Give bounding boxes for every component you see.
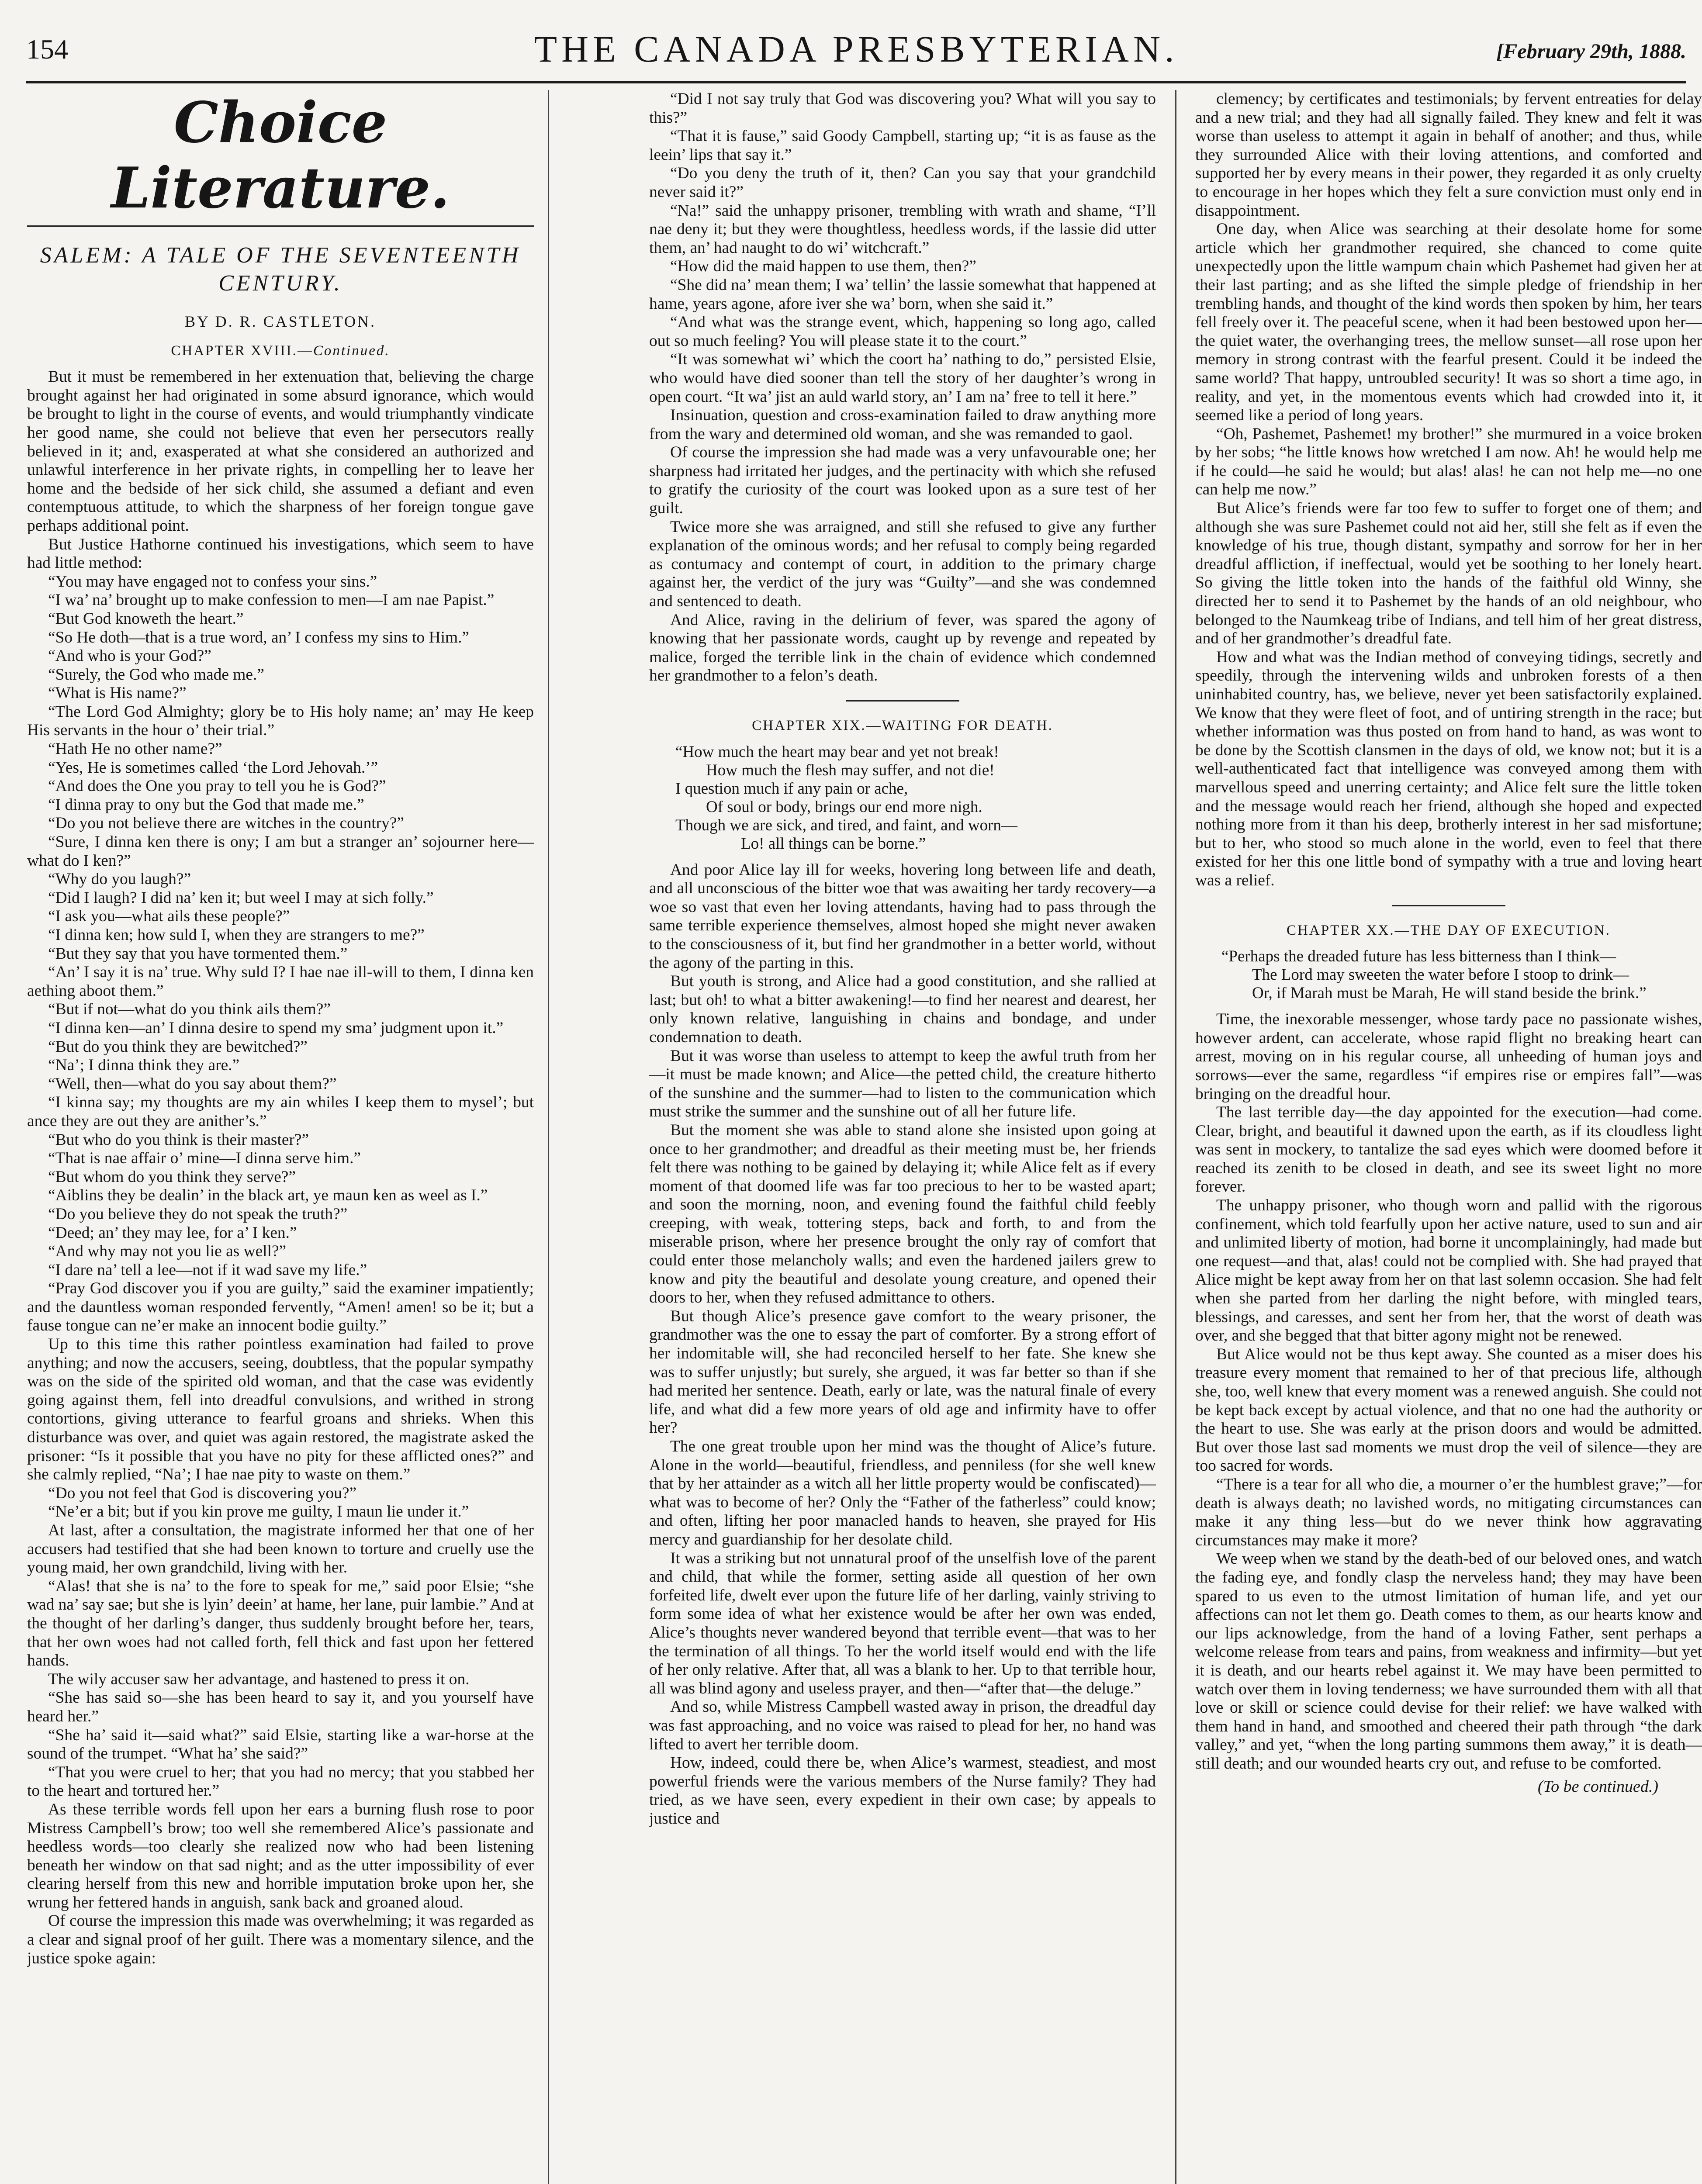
paragraph: As these terrible words fell upon her ears a burning flush rose to poor Mistress Campbell’s brow; too well she remembered Alice’s passionate and heedless words—too clearly she realized now who had been listening beneath her window on that sad night; and as the utter impossibility of ever clearing herself from this new and horrible imputation broke upon her, she wrung her fettered hands in anguish, sank back and groaned aloud. <box>27 1800 534 1911</box>
paragraph: Time, the inexorable messenger, whose tardy pace no passionate wishes, however ardent, can accelerate, whose rapid flight no breaking heart can arrest, moving on in his regular course, all unheeding of human joys and sorrows—ever the same, regardless “if empires rise or empires fall”—was bringing on the dreadful hour. <box>1195 1010 1702 1103</box>
paragraph: The one great trouble upon her mind was the thought of Alice’s future. Alone in the world—beautiful, friendless, and penniless (for she well knew that by her attainder as a witch all her little property would be confiscated)—what was to become of her? Only the “Father of the fatherless” could know; and often, lifting her poor manacled hands to heaven, she prayed for His mercy and guardianship for her desolate child. <box>649 1438 1156 1548</box>
column-divider <box>1175 90 1176 2184</box>
paragraph: But Alice would not be thus kept away. She counted as a miser does his treasure every moment that remained to her of that precious life, although she, too, well knew that every moment was a renewed anguish. She could not be kept back except by actual violence, and that no one had the authority or the heart to use. She was early at the prison doors and would be admitted. But over those last sad moments we must drop the veil of silence—they are too sacred for words. <box>1195 1345 1702 1475</box>
poem-line: Or, if Marah must be Marah, He will stand beside the brink.” <box>1252 984 1647 1002</box>
paragraph: “But whom do you think they serve?” <box>48 1168 296 1186</box>
paragraph: “Na’; I dinna think they are.” <box>48 1056 240 1075</box>
paragraph: “And why may not you lie as well?” <box>48 1242 287 1261</box>
divider <box>1392 905 1505 906</box>
chapter-heading: CHAPTER XVIII.—Continued. <box>171 342 390 359</box>
paragraph: “I dinna ken; how suld I, when they are strangers to me?” <box>48 926 425 944</box>
paragraph: “That it is fause,” said Goody Campbell, starting up; “it is as fause as the leein’ lips that say it.” <box>649 127 1156 164</box>
paragraph: “Pray God discover you if you are guilty,” said the examiner impatiently; and the dauntless woman responded fervently, “Amen! amen! so be it; but a fause tongue can ne’er make an innocent bodie guilty.” <box>27 1279 534 1335</box>
paragraph: But though Alice’s presence gave comfort to the weary prisoner, the grandmother was the one to essay the part of comforter. By a strong effort of her indomitable will, she had reconciled herself to her fate. She knew she was to suffer unjustly; but surely, she argued, it was far better so than if she had merited her sentence. Death, early or late, was the natural finale of every life, and what did a few more years of old age and infirmity have to offer her? <box>649 1307 1156 1437</box>
header-rule <box>26 81 1686 83</box>
paragraph: “How did the maid happen to use them, then?” <box>670 257 976 276</box>
paragraph: “But who do you think is their master?” <box>48 1130 309 1149</box>
paragraph: But youth is strong, and Alice had a good constitution, and she rallied at last; but oh! to what a bitter awakening!—to find her nearest and dearest, her only known relative, languishing in chains and bondage, and under condemnation to death. <box>649 972 1156 1046</box>
paragraph: “There is a tear for all who die, a mourner o’er the humblest grave;”—for death is always death; no lavished words, no mitigating circumstances can make it any thing less—but do we never think how aggravating circumstances may make it more? <box>1195 1475 1702 1549</box>
paragraph: The unhappy prisoner, who though worn and pallid with the rigorous confinement, which told fearfully upon her active nature, used to sun and air and unlimited liberty of motion, had borne it uncomplainingly, had made but one request—and that, alas! could not be complied with. She had prayed that Alice might be kept away from her on that last solemn occasion. She had felt when she parted from her darling the night before, with mingled tears, blessings, and caresses, and sent her from her, that the worst of death was over, and she begged that that bitter agony might not be renewed. <box>1195 1196 1702 1345</box>
paragraph: How, indeed, could there be, when Alice’s warmest, steadiest, and most powerful friends were the various members of the Nurse family? They had tried, as we have seen, every expedient in their own case; by appeals to justice and <box>649 1754 1156 1828</box>
paragraph: clemency; by certificates and testimonials; by fervent entreaties for delay and a new trial; and they had all signally failed. They knew and felt it was worse than useless to attempt it again in behalf of another; and thus, while they surrounded Alice with their loving attentions, and comforted and supported her by every means in their power, they regarded it as only cruelty to encourage in her hopes which they felt a sure conviction must only end in disappointment. <box>1195 90 1702 220</box>
chapter-epigraph <box>1221 947 1702 1002</box>
poem-line: Though we are sick, and tired, and faint, and worn— <box>675 816 1017 834</box>
paragraph: “Do you believe they do not speak the truth?” <box>48 1205 348 1223</box>
paragraph: Of course the impression this made was overwhelming; it was regarded as a clear and signal proof of her guilt. There was a momentary silence, and the justice spoke again: <box>27 1912 534 1967</box>
poem-line: “Perhaps the dreaded future has less bitterness than I think— <box>1221 947 1616 966</box>
paragraph: One day, when Alice was searching at their desolate home for some article which her grandmother required, she chanced to come quite unexpectedly upon the little wampum chain which Pashemet had given her at their last parting; and as she lifted the simple pledge of friendship in her trembling hands, and thought of the kind words then spoken by him, her tears fell freely over it. The peaceful scene, when it had been bestowed upon her—the quiet water, the overhanging trees, the mellow sunset—all rose upon her memory in strong contrast with the fearful present. Could it be indeed the same world? That happy, untroubled security! It was so short a time ago, in reality, and yet, in the momentous events which had crowded into it, it seemed like a period of long years. <box>1195 220 1702 425</box>
paragraph: But Justice Hathorne continued his investigations, which seem to have had little method: <box>27 535 534 572</box>
paragraph: “She ha’ said it—said what?” said Elsie, starting like a war-horse at the sound of the trumpet. “What ha’ she said?” <box>27 1726 534 1763</box>
paragraph: At last, after a consultation, the magistrate informed her that one of her accusers had testified that she had been known to torture and cruelly use the young maid, her own grandchild, living with her. <box>27 1521 534 1577</box>
column-1 <box>27 90 534 2184</box>
paragraph: “An’ I say it is na’ true. Why suld I? I hae nae ill-will to them, I dinna ken aething aboot them.” <box>27 963 534 1000</box>
paragraph: “Alas! that she is na’ to the fore to speak for me,” said poor Elsie; “she wad na’ say sae; but she is lyin’ deein’ at hame, her lane, puir lambie.” And at the thought of her darling’s danger, thus suddenly brought before her, tears, that her own woes had not called forth, fell thick and fast upon her fettered hands. <box>27 1577 534 1670</box>
paragraph: “What is His name?” <box>48 684 187 702</box>
chapter-20-text <box>1195 1010 1702 1773</box>
chapter-18-text <box>27 368 534 1968</box>
page-header <box>26 27 1686 79</box>
paragraph: “But God knoweth the heart.” <box>48 609 244 628</box>
paragraph: “Did I laugh? I did na’ ken it; but weel I may at sich folly.” <box>48 888 434 907</box>
paragraph: “I dinna pray to ony but the God that made me.” <box>48 795 364 814</box>
paragraph: But it must be remembered in her extenuation that, believing the charge brought against her had originated in some absurd ignorance, which would be brought to light in the course of events, and would triumphantly vindicate her good name, she could not believe that even her persecutors really believed in it; and, exasperated at what she considered an authorized and unlawful interference in her private rights, in compelling her to leave her home and the bedside of her sick child, she assumed a defiant and even contemptuous attitude, to which the sharpness of her foreign tongue gave perhaps additional point. <box>27 368 534 535</box>
chapter-19-text-continued <box>1195 90 1702 890</box>
chapter-18-text-continued <box>649 90 1156 685</box>
column-divider <box>548 90 549 2184</box>
paragraph: “So He doth—that is a true word, an’ I confess my sins to Him.” <box>48 628 470 646</box>
paragraph: “And who is your God?” <box>48 647 211 665</box>
paragraph: But the moment she was able to stand alone she insisted upon going at once to her grandmother; and dreadful as their meeting must be, her friends felt there was nothing to be gained by delaying it; while Alice felt as if every moment of that doomed life was far too precious to her to be wasted apart; and soon the morning, noon, and evening found the faithful child feebly creeping, with weak, tottering steps, back and forth, to and from the miserable prison, where her presence brought the only ray of comfort that could enter those melancholy walls; and even the hardened jailers grew to know and pity the beautiful and desolate young creature, and opened their doors to her, when they refused admittance to others. <box>649 1121 1156 1307</box>
paragraph: Twice more she was arraigned, and still she refused to give any further explanation of the ominous words; and her refusal to comply being regarded as contumacy and contempt of court, in addition to the primary charge against her, the verdict of the jury was “Guilty”—and she was condemned and sentenced to death. <box>649 518 1156 611</box>
paragraph: “Deed; an’ they may lee, for a’ I ken.” <box>48 1223 297 1242</box>
paragraph: “I kinna say; my thoughts are my ain whiles I keep them to mysel’; but ance they are out they are anither’s.” <box>27 1093 534 1130</box>
paragraph: “Aiblins they be dealin’ in the black art, ye maun ken as weel as I.” <box>48 1186 488 1205</box>
paragraph: “Do you not believe there are witches in the country?” <box>48 814 404 833</box>
paragraph: “Well, then—what do you say about them?” <box>48 1075 337 1093</box>
paragraph: “Na!” said the unhappy prisoner, trembling with wrath and shame, “I’ll nae deny it; but they were thoughtless, heedless words, if the lassie did utter them, an’ had naught to do wi’ witchcraft.” <box>649 201 1156 257</box>
paragraph: “Surely, the God who made me.” <box>48 665 264 684</box>
paragraph: “But if not—what do you think ails them?” <box>48 1000 331 1019</box>
paragraph: The wily accuser saw her advantage, and hastened to press it on. <box>48 1670 470 1688</box>
column-3 <box>1195 90 1702 2184</box>
paragraph: “Ne’er a bit; but if you kin prove me guilty, I maun lie under it.” <box>48 1503 469 1521</box>
section-heading: Choice Literature. <box>111 90 450 221</box>
paragraph: But Alice’s friends were far too few to suffer to forget one of them; and although she was sure Pashemet could not aid her, still she felt as if even the knowledge of his true, though distant, sympathy and sorrow for her in her dreadful affliction, if ineffectual, would yet be soothing to her lonely heart. So giving the little token into the hands of the faithful old Winny, she directed her to send it to Pashemet by the hands of an old neighbour, who belonged to the Naumkeag tribe of Indians, and tell him of her great distress, and of her grandmother’s dreadful fate. <box>1195 499 1702 648</box>
paragraph: “I ask you—what ails these people?” <box>48 907 290 926</box>
paragraph: We weep when we stand by the death-bed of our beloved ones, and watch the fading eye, and fondly clasp the nerveless hand; they may have been spared to us even to the utmost limitation of human life, and yet our affections can not let them go. Death comes to them, as our hearts know and our lips acknowledge, from the hand of a loving Father, sent perhaps a welcome release from tears and pains, from weakness and infirmity—but yet it is death, and our hearts rebel against it. We may have been permitted to watch over them in loving tenderness; we have surrounded them with all that love or skill or science could devise for their relief: we have walked with them hand in hand, and smoothed and cheered their path through “the dark valley,” and yet, “when the long parting summons them away,” it is death—still death; and our wounded hearts cry out, and refuse to be comforted. <box>1195 1550 1702 1773</box>
chapter-heading: CHAPTER XX.—THE DAY OF EXECUTION. <box>1287 922 1611 938</box>
paragraph: Of course the impression she had made was a very unfavourable one; her sharpness had irritated her judges, and the pertinacity with which she refused to gratify the curiosity of the court was looked upon as a sure test of her guilt. <box>649 443 1156 518</box>
paragraph: “But do you think they are bewitched?” <box>48 1037 308 1056</box>
paragraph: “Do you not feel that God is discovering you?” <box>48 1484 357 1502</box>
chapter-epigraph <box>675 743 1156 853</box>
paragraph: “I wa’ na’ brought up to make confession to men—I am nae Papist.” <box>48 591 495 609</box>
paragraph: “It was somewhat wi’ which the coort ha’ nathing to do,” persisted Elsie, who would have died sooner than tell the story of her daughter’s wrong in open court. “It wa’ jist an auld warld story, an’ I am na’ free to tell it here.” <box>649 350 1156 406</box>
paragraph: “And what was the strange event, which, happening so long ago, called out so much feeling? You will please state it to the court.” <box>649 313 1156 350</box>
paragraph: It was a striking but not unnatural proof of the unselfish love of the parent and child, that while the former, setting aside all question of her own forfeited life, dwelt ever upon the future life of her darling, vainly striving to form some idea of what her existence would be after her own was ended, Alice’s thoughts never wandered beyond that terrible event—that was to her the termination of all things. To her the world itself would end with the life of her only relative. After that, all was a blank to her. Up to that terrible hour, all was blind agony and useless prayer, and then—“after that—the deluge.” <box>649 1549 1156 1697</box>
paragraph: “Why do you laugh?” <box>48 870 191 888</box>
paragraph: “She did na’ mean them; I wa’ tellin’ the lassie somewhat that happened at hame, years agone, afore iver she wa’ born, when she said it.” <box>649 276 1156 313</box>
paragraph: Insinuation, question and cross-examination failed to draw anything more from the wary and determined old woman, and she was remanded to gaol. <box>649 406 1156 443</box>
page-number: 154 <box>26 34 68 65</box>
paragraph: “That you were cruel to her; that you had no mercy; that you stabbed her to the heart and tortured her.” <box>27 1763 534 1800</box>
paragraph: “I dare na’ tell a lee—not if it wad save my life.” <box>48 1261 367 1279</box>
paragraph: “She has said so—she has been heard to say it, and you yourself have heard her.” <box>27 1689 534 1725</box>
paragraph: And Alice, raving in the delirium of fever, was spared the agony of knowing that her passionate words, caught up by revenge and repeated by malice, forged the terrible link in the chain of evidence which condemned her grandmother to a felon’s death. <box>649 611 1156 685</box>
divider <box>27 225 534 227</box>
paragraph: But it was worse than useless to attempt to keep the awful truth from her—it must be made known; and Alice—the petted child, the creature hitherto of the sunshine and the summer—had to listen to the communication which must strike the summer and the sunshine out of all her future life. <box>649 1047 1156 1121</box>
paragraph: “And does the One you pray to tell you he is God?” <box>48 777 386 795</box>
paragraph: “That is nae affair o’ mine—I dinna serve him.” <box>48 1149 361 1168</box>
paragraph: How and what was the Indian method of conveying tidings, secretly and speedily, through the intervening wilds and unbroken forests of a then uninhabited country, has, we believe, never yet been satisfactorily explained. We know that they were fleet of foot, and of untiring strength in the race; but whether information was thus posted on from hand to hand, as was wont to be done by the Scottish clansmen in the days of old, we know not; but it is a well-authenticated fact that intelligence was conveyed among them with marvellous speed and unerring certainty; and Alice felt sure the little token and the message would reach her friend, although she hoped and expected nothing more from it than his deep, brotherly interest in her sad misfortune; but to her, who stood so much alone in the world, even to feel that there existed for her this one little bond of sympathy with a true and loving heart was a relief. <box>1195 648 1702 889</box>
column-2 <box>649 90 1156 2184</box>
chapter-heading: CHAPTER XIX.—WAITING FOR DEATH. <box>752 718 1053 733</box>
paragraph: “Did I not say truly that God was discovering you? What will you say to this?” <box>649 90 1156 127</box>
paragraph: “Sure, I dinna ken there is ony; I am but a stranger an’ sojourner here—what do I ken?” <box>27 833 534 870</box>
paragraph: “I dinna ken—an’ I dinna desire to spend my sma’ judgment upon it.” <box>48 1019 504 1037</box>
poem-line: I question much if any pain or ache, <box>675 779 908 798</box>
poem-line: The Lord may sweeten the water before I stoop to drink— <box>1252 966 1629 984</box>
paragraph: “Do you deny the truth of it, then? Can you say that your grandchild never said it?” <box>649 164 1156 201</box>
poem-line: “How much the heart may bear and yet not break! <box>675 743 999 761</box>
paragraph: And poor Alice lay ill for weeks, hovering long between life and death, and all unconscious of the bitter woe that was awaiting her tardy recovery—a woe so vast that even her loving attendants, having had to pass through the same terrible experience themselves, almost hoped she might never awaken to the consciousness of it, but find her grandmother in a better world, without the agony of the parting in this. <box>649 860 1156 972</box>
paragraph: “You may have engaged not to confess your sins.” <box>48 572 377 591</box>
paragraph: “Yes, He is sometimes called ‘the Lord Jehovah.’” <box>48 758 378 777</box>
paragraph: “Hath He no other name?” <box>48 740 222 758</box>
paragraph: The last terrible day—the day appointed for the execution—had come. Clear, bright, and beautiful it dawned upon the earth, as if its cloudless light was sent in mockery, to tantalize the sad eyes which were doomed before it reached its zenith to be closed in death, and see its sweet light no more forever. <box>1195 1103 1702 1196</box>
issue-date: [February 29th, 1888. <box>1496 40 1686 63</box>
paragraph: Up to this time this rather pointless examination had failed to prove anything; and now the accusers, seeing, doubtless, that the popular sympathy was on the side of the spirited old woman, and that the case was evidently going against them, fell into dreadful convulsions, and writhed in strong contortions, giving utterance to fearful groans and shrieks. When this disturbance was over, and quiet was again restored, the magistrate asked the prisoner: “Is it possible that you have no pity for these afflicted ones?” and she calmly replied, “Na’; I hae nae pity to waste on them.” <box>27 1335 534 1484</box>
story-title: SALEM: A TALE OF THE SEVENTEENTH CENTURY. <box>40 243 521 296</box>
divider <box>846 700 959 702</box>
paragraph: “Oh, Pashemet, Pashemet! my brother!” she murmured in a voice broken by her sobs; “he little knows how wretched I am now. Ah! he would help me if he could—he said he would; but alas! alas! he can not help me—no one can help me now.” <box>1195 425 1702 499</box>
newspaper-title: THE CANADA PRESBYTERIAN. <box>534 28 1179 70</box>
poem-line: Of soul or body, brings our end more nigh. <box>706 798 982 816</box>
to-be-continued: (To be continued.) <box>1537 1777 1658 1796</box>
paragraph: And so, while Mistress Campbell wasted away in prison, the dreadful day was fast approaching, and no voice was raised to plead for her, no hand was lifted to avert her terrible doom. <box>649 1698 1156 1753</box>
chapter-19-text <box>649 861 1156 1828</box>
byline: BY D. R. CASTLETON. <box>184 313 377 330</box>
poem-line: Lo! all things can be borne.” <box>741 834 926 853</box>
poem-line: How much the flesh may suffer, and not die! <box>706 761 995 779</box>
paragraph: “The Lord God Almighty; glory be to His holy name; an’ may He keep His servants in the hour o’ their trial.” <box>27 702 534 740</box>
paragraph: “But they say that you have tormented them.” <box>48 944 348 963</box>
